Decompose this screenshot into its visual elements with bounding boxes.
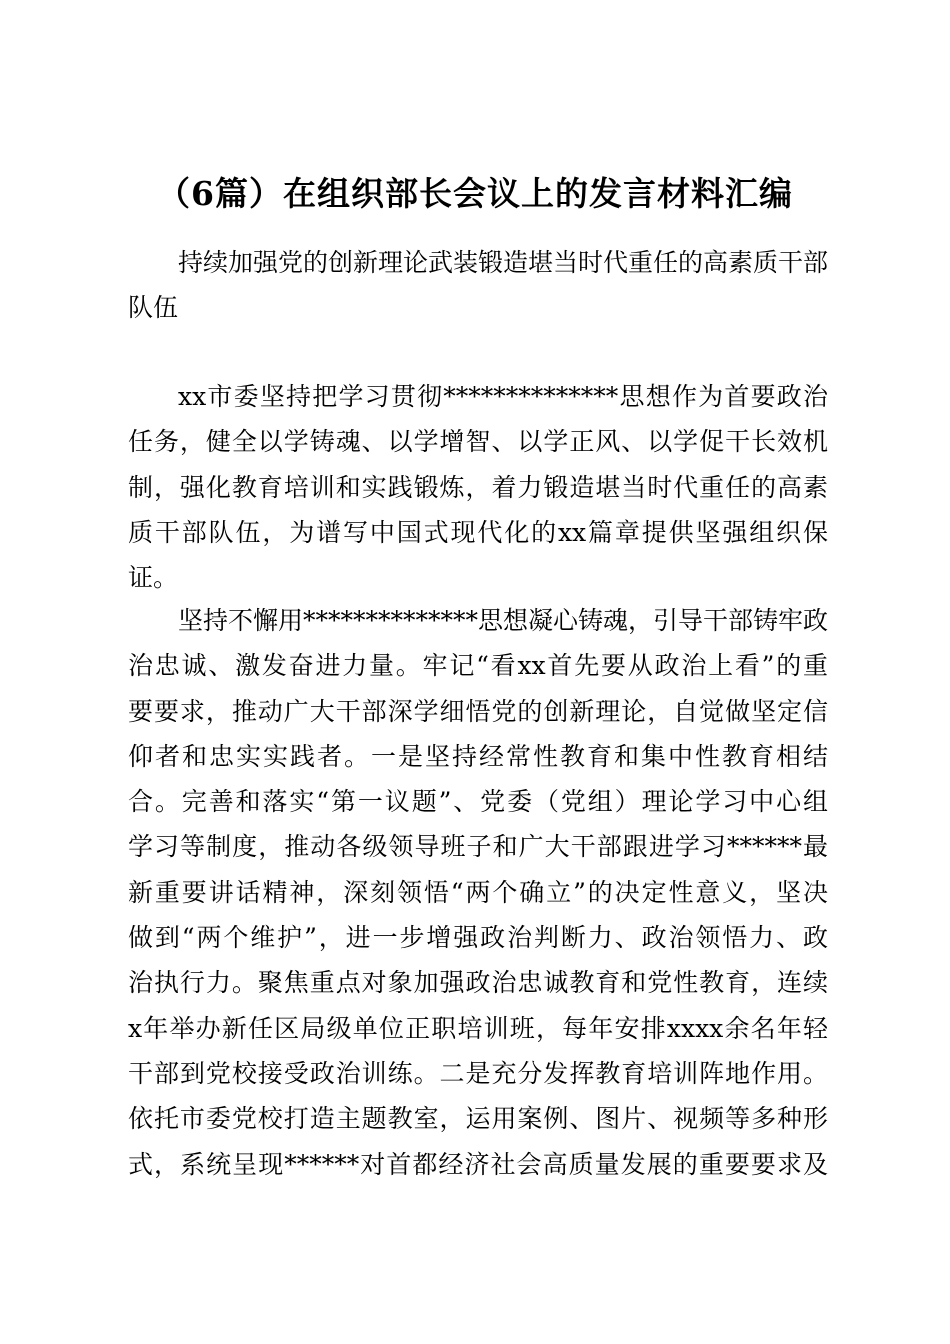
text-line: 任务，健全以学铸魂、以学增智、以学正风、以学促干长效机	[128, 427, 828, 457]
paragraph-1	[128, 374, 828, 600]
text-line: 学习等制度，推动各级领导班子和广大干部跟进学习******最	[128, 832, 828, 862]
text-line: 干部到党校接受政治训练。二是充分发挥教育培训阵地作用。	[128, 1058, 828, 1088]
text-line: 仰者和忠实实践者。一是坚持经常性教育和集中性教育相结	[128, 741, 828, 771]
text-line: 坚持不懈用**************思想凝心铸魂，引导干部铸牢政	[178, 606, 829, 635]
text-line: 证。	[128, 563, 179, 593]
heading-line: 队伍	[128, 293, 179, 323]
text-line: x年举办新任区局级单位正职培训班，每年安排xxxx余名年轻	[128, 1013, 828, 1043]
heading-line: 持续加强党的创新理论武装锻造堪当时代重任的高素质干部	[178, 248, 829, 277]
text-line: xx市委坚持把学习贯彻**************思想作为首要政治	[178, 382, 828, 411]
document-title: （6篇）在组织部长会议上的发言材料汇编	[157, 174, 793, 213]
section-heading	[128, 240, 828, 331]
text-line: 治执行力。聚焦重点对象加强政治忠诚教育和党性教育，连续	[128, 968, 828, 998]
text-line: 做到“两个维护”，进一步增强政治判断力、政治领悟力、政	[128, 923, 828, 953]
text-line: 依托市委党校打造主题教室，运用案例、图片、视频等多种形	[128, 1104, 828, 1134]
text-line: 治忠诚、激发奋进力量。牢记“看xx首先要从政治上看”的重	[128, 651, 828, 681]
text-line: 式，系统呈现******对首都经济社会高质量发展的重要要求及	[128, 1149, 828, 1179]
text-line: 制，强化教育培训和实践锻炼，着力锻造堪当时代重任的高素	[128, 472, 828, 502]
text-line: 合。完善和落实“第一议题”、党委（党组）理论学习中心组	[128, 787, 828, 817]
text-line: 质干部队伍，为谱写中国式现代化的xx篇章提供坚强组织保	[128, 517, 828, 547]
paragraph-2	[128, 598, 828, 1187]
text-line: 要要求，推动广大干部深学细悟党的创新理论，自觉做坚定信	[128, 696, 828, 726]
text-line: 新重要讲话精神，深刻领悟“两个确立”的决定性意义，坚决	[128, 877, 828, 907]
